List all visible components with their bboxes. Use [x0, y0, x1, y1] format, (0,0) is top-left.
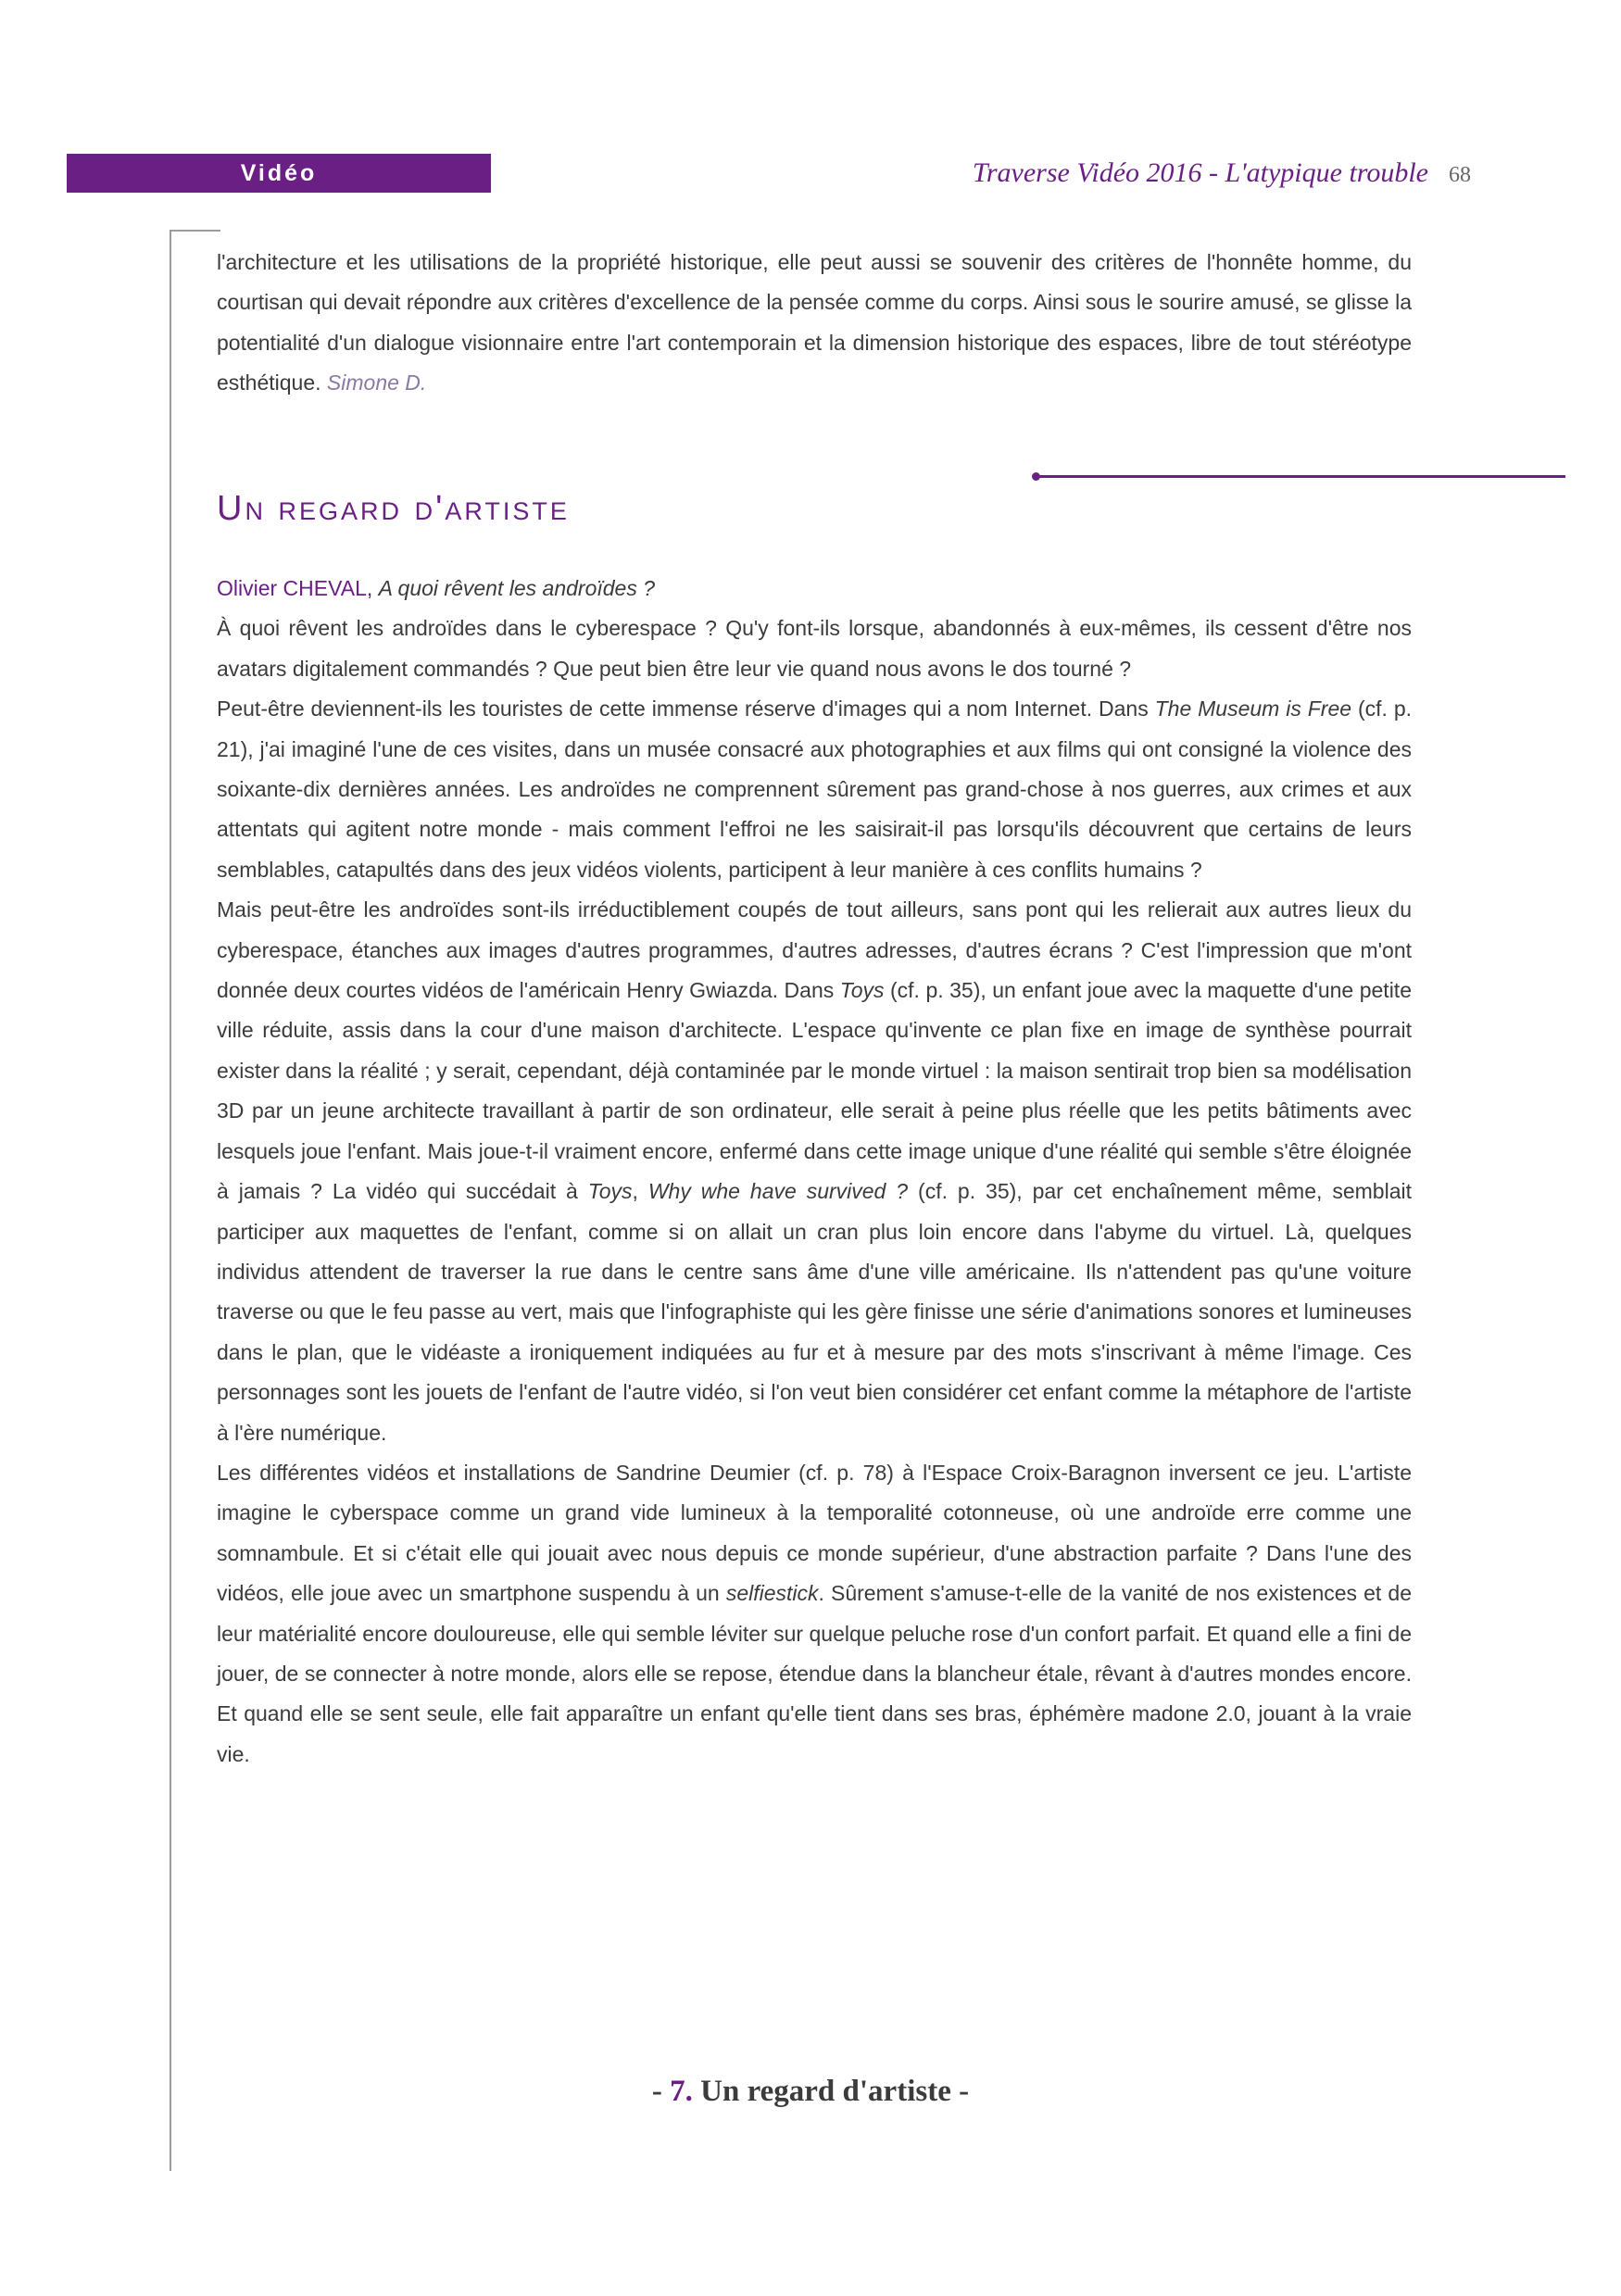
text-run: (cf. p. 35), par cet enchaînement même, semblait participer aux maquettes de l'enfant, comme si on allait un cran plus loin encore dans l'abyme du virtuel. Là, quelques individus attendent de traverser la rue dans le centre sans âme d'une ville américaine. Ils n'attendent pas qu'une voiture traverse ou que le feu passe au vert, mais que l'infographiste qui les gère finisse une série d'animations sonores et lumineuses dans le plan, que le vidéaste a ironiquement indiquées au fur et à mesure par des mots s'inscrivant à même l'image. Ces personnages sont les jouets de l'enfant de l'autre vidéo, si l'on veut bien considérer cet enfant comme la métaphore de l'artiste à l'ère numérique. — [217, 1179, 1412, 1445]
footer-prefix: - — [651, 2075, 671, 2108]
footer-chapter-title: Un regard d'artiste - — [692, 2075, 970, 2108]
text-run: Mais peut-être les androïdes sont-ils irréductiblement coupés de tout ailleurs, sans pont qui les relierait aux autres lieux du cyberespace, étanches aux images d'autres programmes, d'autres adresses, d'autres écrans ? C'est l'impression que m'ont donnée deux courtes vidéos de l'américain Henry Gwiazda. Dans — [217, 897, 1412, 1003]
article-paragraph-2 — [217, 689, 1412, 890]
series-title: Traverse Vidéo 2016 - L'atypique trouble — [972, 157, 1428, 188]
article — [217, 569, 1412, 1775]
footer-chapter-number: 7. — [670, 2075, 693, 2108]
intro-block — [217, 243, 1412, 404]
text-run: (cf. p. 21), j'ai imaginé l'une de ces visites, dans un musée consacré aux photographies et aux films qui ont consigné la violence des soixante-dix dernières années. Les androïdes ne comprennent sûrement pas grand-chose à nos guerres, aux crimes et aux attentats qui agitent notre monde - mais comment l'effroi ne les saisirait-il pas lorsqu'ils découvrent que certains de leurs semblables, catapultés dans des jeux vidéos violents, participent à leur manière à ces conflits humains ? — [217, 696, 1412, 882]
intro-signature: Simone D. — [326, 370, 427, 395]
page-number: 68 — [1449, 163, 1471, 187]
text-run: Les différentes vidéos et installations de Sandrine Deumier (cf. p. 78) à l'Espace Croix-Baragnon inversent ce jeu. L'artiste imagine le cyberspace comme un grand vide lumineux à la temporalité cotonneuse, où une androïde erre comme une somnambule. Et si c'était elle qui jouait avec nous depuis ce monde supérieur, d'une abstraction parfaite ? Dans l'une des vidéos, elle joue avec un smartphone suspendu à un — [217, 1460, 1412, 1606]
section-tab: Vidéo — [67, 154, 491, 193]
work-title: The Museum is Free — [1154, 696, 1352, 721]
text-run: . Sûrement s'amuse-t-elle de la vanité de nos existences et de leur matérialité encore douloureuse, elle qui semble léviter sur quelque peluche rose d'un confort parfait. Et quand elle a fini de jouer, de se connecter à notre monde, alors elle se repose, étendue dans la blancheur étale, rêvant à d'autres mondes encore. Et quand elle se sent seule, elle fait apparaître un enfant qu'elle tient dans ses bras, éphémère madone 2.0, jouant à la vraie vie. — [217, 1581, 1413, 1766]
frame-top-rule — [170, 230, 220, 232]
article-author: Olivier CHEVAL, — [217, 576, 373, 600]
text-run: (cf. p. 35), un enfant joue avec la maquette d'une petite ville réduite, assis dans la cour d'une maison d'architecte. L'espace qu'invente ce plan fixe en image de synthèse pourrait exister dans la réalité ; y serait, cependant, déjà contaminée par le monde virtuel : la maison sentirait trop bien sa modélisation 3D par un jeune architecte travaillant à partir de son ordinateur, elle serait à peine plus réelle que les petits bâtiments avec lesquels joue l'enfant. Mais joue-t-il vraiment encore, enfermé dans cette image unique d'une réalité qui semble s'être éloignée à jamais ? La vidéo qui succédait à — [217, 978, 1412, 1204]
work-title: Why whe have survived ? — [647, 1179, 909, 1204]
chapter-footer — [0, 2075, 1621, 2109]
article-paragraph-3 — [217, 890, 1412, 1453]
text-run: Peut-être deviennent-ils les touristes de cette immense réserve d'images qui a nom Internet. Dans — [217, 696, 1155, 721]
frame-vertical-rule — [170, 230, 171, 2171]
article-title: A quoi rêvent les androïdes ? — [378, 576, 656, 600]
work-title: Toys — [587, 1179, 633, 1204]
article-paragraph-1: À quoi rêvent les androïdes dans le cyberespace ? Qu'y font-ils lorsque, abandonnés à eux-mêmes, ils cessent d'être nos avatars digitalement commandés ? Que peut bien être leur vie quand nous avons le dos tourné ? — [217, 616, 1412, 681]
work-title: Toys — [839, 978, 885, 1003]
intro-paragraph — [217, 243, 1412, 404]
article-paragraph-4 — [217, 1453, 1412, 1775]
text-run: , — [632, 1179, 648, 1204]
work-title: selfiestick — [725, 1581, 819, 1606]
article-heading — [217, 569, 1412, 609]
section-rule — [1039, 475, 1565, 478]
intro-text: l'architecture et les utilisations de la propriété historique, elle peut aussi se souvenir des critères de l'honnête homme, du courtisan qui devait répondre aux critères d'excellence de la pensée comme du corps. Ainsi sous le sourire amusé, se glisse la potentialité d'un dialogue visionnaire entre l'art contemporain et la dimension historique des espaces, libre de tout stéréotype esthétique. — [217, 250, 1412, 395]
running-header — [973, 157, 1471, 189]
section-title: Un regard d'artiste — [217, 489, 570, 528]
